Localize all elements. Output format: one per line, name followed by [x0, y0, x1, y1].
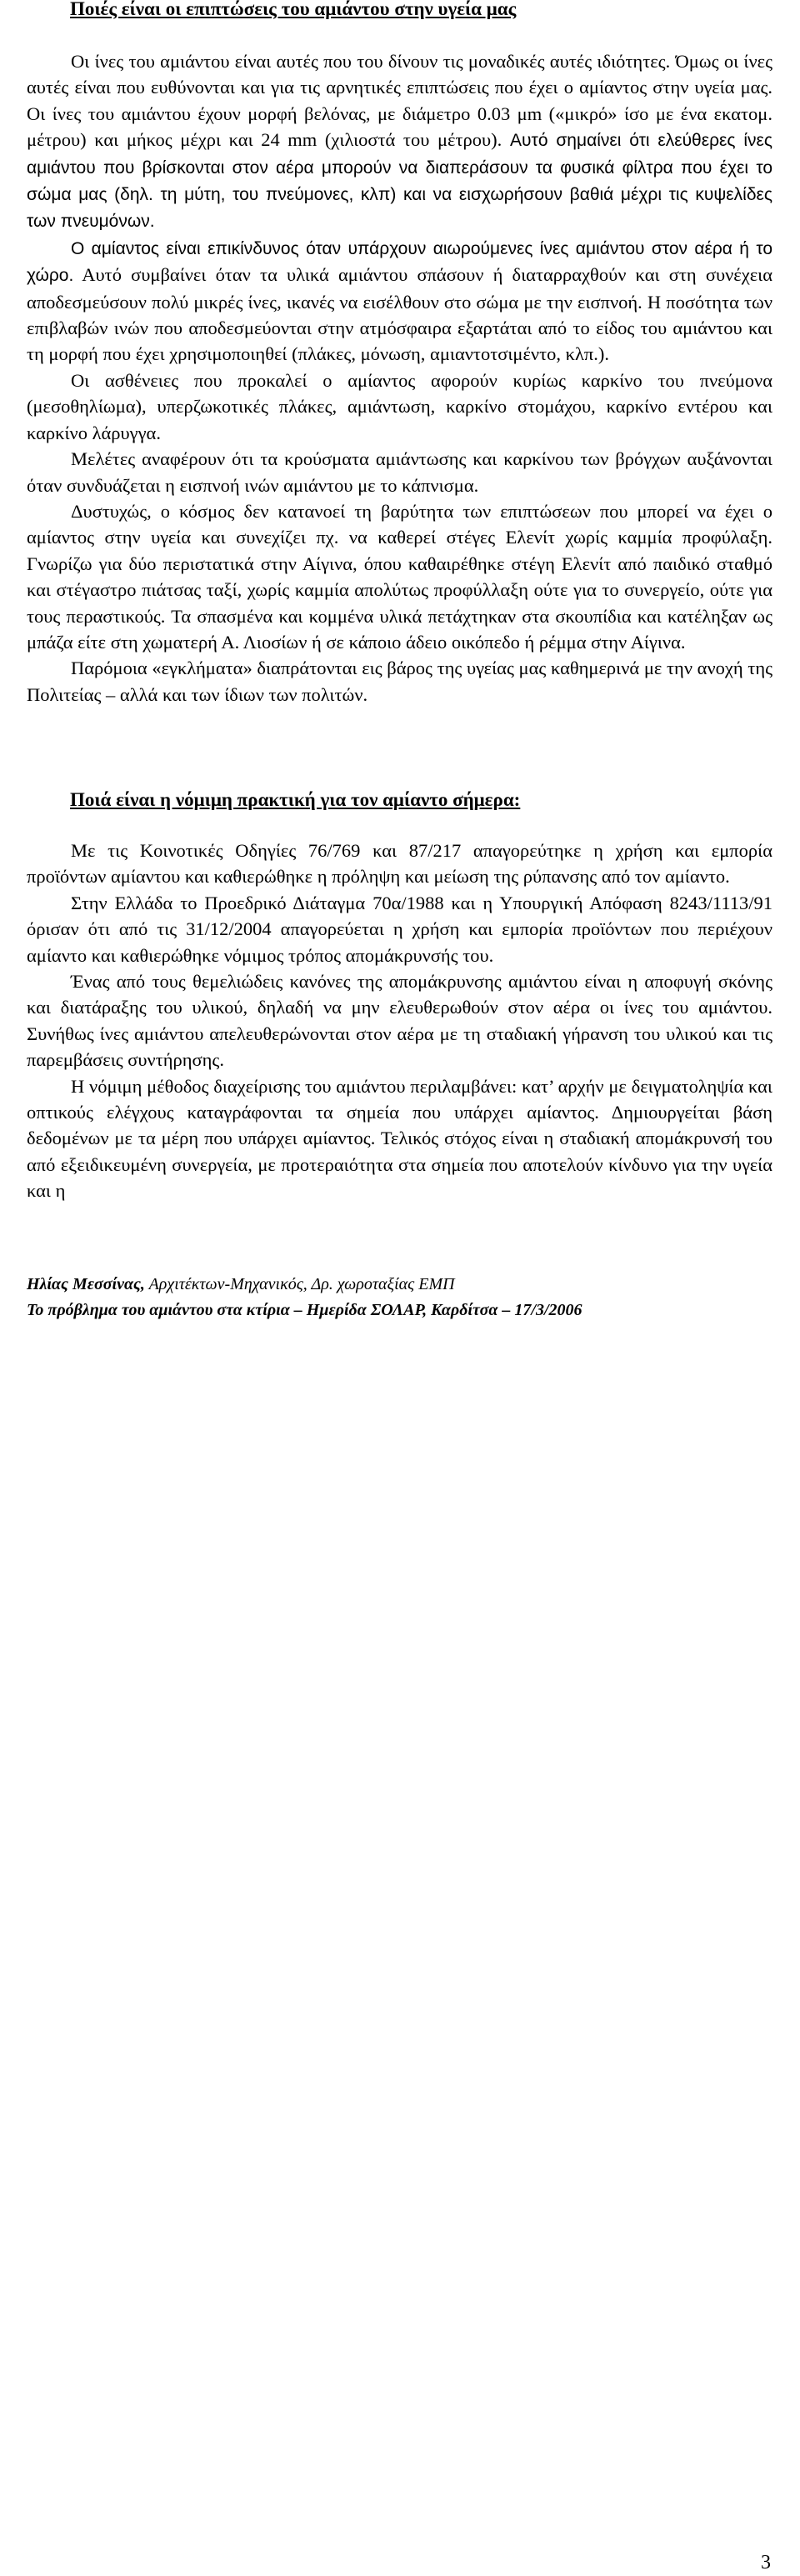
footer-author-title: Αρχιτέκτων-Μηχανικός, Δρ. χωροταξίας ΕΜΠ — [144, 1275, 455, 1293]
paragraph: Δυστυχώς, ο κόσμος δεν κατανοεί τη βαρύτητα των επιπτώσεων που μπορεί να έχει ο αμίαντος στην υγεία και συνεχίζει πχ. να καθερεί στέγες Ελενίτ χωρίς καμμία προφύλαξη. Γνωρίζω για δύο περιστατικά στην Αίγινα, όπου καθαιρέθηκε στέγη Ελενίτ από παιδικό σταθμό και στέγαστρο πιάτσας ταξί, χωρίς καμμία απολύτως προφύλλαξη ούτε για το συνεργείο, ούτε για τους περαστικούς. Τα σπασμένα και κομμένα υλικά πετάχτηκαν στα σκουπίδια και κατέληξαν ως μπάζα είτε στη χωματερή Α. Λιοσίων ή σε κάποιο άδειο οικόπεδο ή ρέμμα στην Αίγινα. — [27, 500, 772, 653]
section-body-legal-practice — [27, 838, 772, 1204]
section-body-health-effects — [27, 48, 772, 708]
page-footer — [27, 1272, 772, 2573]
footer-author-line — [27, 1272, 772, 1298]
paragraph — [27, 48, 772, 235]
paragraph: Ένας από τους θεμελιώδεις κανόνες της απομάκρυνσης αμιάντου είναι η αποφυγή σκόνης και διατάραξης του υλικού, δηλαδή να μην ελευθερωθούν στον αέρα οι ίνες του αμιάντου. Συνήθως ίνες αμιάντου απελευθερώνονται στον αέρα με τη σταδιακή γήρανση του υλικού και τις παρεμβάσεις συντήρησης. — [27, 971, 772, 1071]
section-heading-health-effects: Ποιές είναι οι επιπτώσεις του αμιάντου στην υγεία μας — [70, 0, 517, 19]
paragraph-text: Ο αμίαντος είναι επικίνδυνος όταν υπάρχουν αιωρούμενες ίνες αμιάντου στον αέρα ή το χώρο. — [27, 238, 772, 286]
paragraph: Η νόμιμη μέθοδος διαχείρισης του αμιάντου περιλαμβάνει: κατ’ αρχήν με δειγματοληψία και οπτικούς ελέγχους καταγράφονται τα σημεία που υπάρχει αμίαντος. Δημιουργείται βάση δεδομένων με τα μέρη που υπάρχει αμίαντος. Τελικός στόχος είναι η σταδιακή απομάκρυνσή του από εξειδικευμένη συνεργεία, με προτεραιότητα στα σημεία που αποτελούν κίνδυνο για την υγεία και η — [27, 1075, 772, 1202]
section-heading-legal-practice: Ποιά είναι η νόμιμη πρακτική για τον αμίαντο σήμερα: — [70, 789, 521, 810]
paragraph — [27, 235, 772, 368]
paragraph: Οι ασθένειες που προκαλεί ο αμίαντος αφορούν κυρίως καρκίνο του πνεύμονα (μεσοθηλίωμα), υπερζωκοτικές πλάκες, αμιάντωση, καρκίνο στομάχου, καρκίνο εντέρου και καρκίνο λάρυγγα. — [27, 369, 772, 443]
paragraph-text: Αυτό συμβαίνει όταν τα υλικά αμιάντου σπάσουν ή διαταρραχθούν και στη συνέχεια αποδεσμεύσουν πολύ μικρές ίνες, ικανές να εισέλθουν στο σώμα με την εισπνοή. Η ποσότητα των επιβλαβών ινών που αποδεσμεύονται στην ατμόσφαιρα εξαρτάται από το είδος του αμιάντου και τη μορφή που έχει χρησιμοποιηθεί (πλάκες, μόνωση, αμιαντοτσιμέντο, κλπ.). — [27, 264, 772, 365]
paragraph: Με τις Κοινοτικές Οδηγίες 76/769 και 87/217 απαγορεύτηκε η χρήση και εμπορία προϊόντων αμίαντου και καθιερώθηκε η πρόληψη και μείωση της ρύπανσης από τον αμίαντο. — [27, 840, 772, 888]
footer-author-name: Ηλίας Μεσσίνας, — [27, 1275, 145, 1293]
paragraph: Παρόμοια «εγκλήματα» διαπράτονται εις βάρος της υγείας μας καθημερινά με την ανοχή της Πολιτείας – αλλά και των ίδιων των πολιτών. — [27, 658, 772, 705]
paragraph: Στην Ελλάδα το Προεδρικό Διάταγμα 70α/1988 και η Υπουργική Απόφαση 8243/1113/91 όρισαν ότι από τις 31/12/2004 απαγορεύεται η χρήση και εμπορία προϊόντων που περιέχουν αμίαντο και καθιερώθηκε νόμιμος τρόπος απομάκρυνσής του. — [27, 892, 772, 966]
page-number: 3 — [761, 2552, 771, 2573]
paragraph-text: Οι ίνες του αμιάντου είναι αυτές που του δίνουν τις μοναδικές αυτές ιδιότητες. Όμως οι ίνες αυτές είναι που ευθύνονται και για τις αρνητικές επιπτώσεις που έχει ο αμίαντος στην υγεία μας. Οι ίνες του αμιάντου έχουν μορφή βελόνας, με διάμετρο 0.03 μm («μικρό» ίσο με ένα εκατομ. μέτρου) και μήκος μέχρι και 24 mm (χιλιοστά του μέτρου). — [27, 51, 772, 151]
paragraph-text: Αυτό σημαίνει ότι ελεύθερες ίνες αμιάντου που βρίσκονται στον αέρα μπορούν να διαπεράσουν τα φυσικά φίλτρα που έχει το σώμα μας (δηλ. τη μύτη, του πνεύμονες, κλπ) και να εισχωρήσουν βαθιά μέχρι τις κυψελίδες των πνευμόνων. — [27, 131, 772, 232]
paragraph: Μελέτες αναφέρουν ότι τα κρούσματα αμιάντωσης και καρκίνου των βρόγχων αυξάνονται όταν συνδυάζεται η εισπνοή ινών αμιάντου με το κάπνισμα. — [27, 448, 772, 496]
footer-event-line: Το πρόβλημα του αμιάντου στα κτίρια – Ημερίδα ΣΟΛΑΡ, Καρδίτσα – 17/3/2006 — [27, 1301, 582, 1319]
